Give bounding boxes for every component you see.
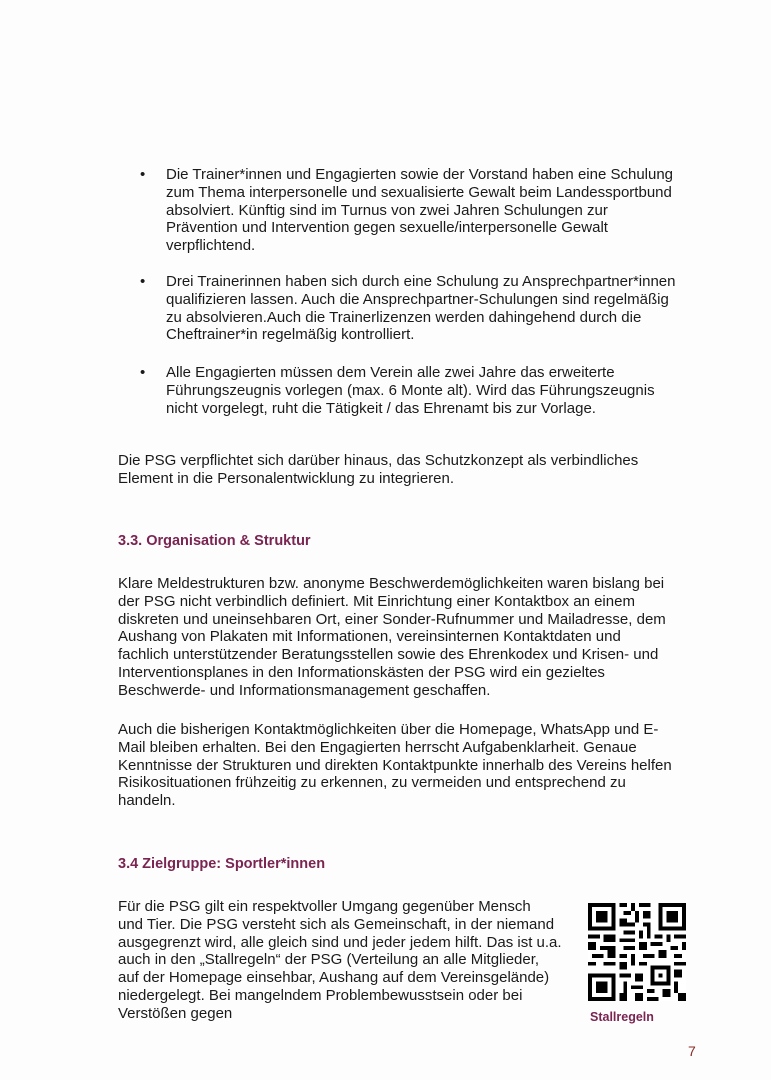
text-line: nicht vorgelegt, ruht die Tätigkeit / das Ehrenamt bis zur Vorlage. — [166, 399, 596, 417]
text-line: diskreten und uneinsehbaren Ort, einer Sonder-Rufnummer und Mailadresse, dem — [118, 610, 666, 628]
text-line: absolviert. Künftig sind im Turnus von zwei Jahren Schulungen zur — [166, 201, 608, 219]
target-group-paragraph — [118, 898, 588, 1023]
text-line: der PSG nicht verbindlich definiert. Mit Einrichtung einer Kontaktbox an einem — [118, 592, 635, 610]
text-line: Aushang von Plakaten mit Informationen, vereinsinternen Kontaktdaten und — [118, 628, 621, 646]
text-line: Die PSG verpflichtet sich darüber hinaus, das Schutzkonzept als verbindliches — [118, 452, 639, 469]
text-line: Verstößen gegen — [118, 1004, 233, 1022]
qr-caption: Stallregeln — [590, 1010, 654, 1024]
text-line: Für die PSG gilt ein respektvoller Umgang gegenüber Mensch — [118, 898, 531, 915]
text-line: zu absolvieren.Auch die Trainerlizenzen werden dahingehend durch die — [166, 308, 642, 326]
bullet-marker: • — [140, 166, 146, 183]
qr-code-graphic — [588, 903, 686, 1001]
text-line: auf der Homepage einsehbar, Aushang auf dem Vereinsgelände) — [118, 969, 550, 987]
text-line: Prävention und Intervention gegen sexuelle/interpersonelle Gewalt — [166, 219, 608, 237]
bullet-marker: • — [140, 272, 146, 290]
text-line: verpflichtend. — [166, 237, 256, 255]
text-line: und Tier. Die PSG versteht sich als Gemeinschaft, in der niemand — [118, 915, 555, 933]
commitment-paragraph — [118, 452, 718, 488]
text-line: Die Trainer*innen und Engagierten sowie der Vorstand haben eine Schulung — [166, 166, 674, 183]
text-line: Alle Engagierten müssen dem Verein alle zwei Jahre das erweiterte — [166, 364, 615, 382]
text-line: fachlich unterstützender Beratungsstellen sowie des Ehrenkodex und Krisen- und — [118, 646, 659, 664]
bullet-item-training — [140, 166, 710, 255]
text-line: ausgegrenzt wird, alle gleich sind und jeder jedem hilft. Das ist u.a. — [118, 933, 562, 951]
text-line: Beschwerde- und Informationsmanagement geschaffen. — [118, 681, 491, 699]
section-heading-target-group: 3.4 Zielgruppe: Sportler*innen — [118, 856, 326, 872]
text-line: handeln. — [118, 792, 176, 810]
text-line: Cheftrainer*in regelmäßig kontrolliert. — [166, 326, 415, 344]
organisation-paragraph-2 — [118, 721, 718, 810]
text-line: Klare Meldestrukturen bzw. anonyme Beschwerdemöglichkeiten waren bislang bei — [118, 575, 665, 592]
bullet-item-contact-persons — [140, 273, 710, 344]
text-line: Drei Trainerinnen haben sich durch eine Schulung zu Ansprechpartner*innen — [166, 272, 676, 290]
text-line: Interventionsplanes in den Informationskästen der PSG wird ein gezieltes — [118, 663, 605, 681]
text-line: auch in den „Stallregeln“ der PSG (Verteilung an alle Mitglieder, — [118, 951, 540, 969]
text-line: zum Thema interpersonelle und sexualisierte Gewalt beim Landessportbund — [166, 183, 672, 201]
text-line: Auch die bisherigen Kontaktmöglichkeiten über die Homepage, WhatsApp und E- — [118, 721, 659, 738]
text-line: Element in die Personalentwicklung zu integrieren. — [118, 469, 455, 487]
text-line: Mail bleiben erhalten. Bei den Engagierten herrscht Aufgabenklarheit. Genaue — [118, 738, 637, 756]
bullet-marker: • — [140, 364, 146, 382]
bullet-item-certificate — [140, 364, 710, 417]
section-heading-organisation: 3.3. Organisation & Struktur — [118, 533, 311, 549]
bullet-list — [140, 166, 710, 418]
organisation-paragraph-1 — [118, 575, 718, 700]
qr-code-icon[interactable] — [588, 903, 686, 1001]
text-line: qualifizieren lassen. Auch die Ansprechpartner-Schulungen sind regelmäßig — [166, 290, 669, 308]
text-line: Kenntnisse der Strukturen und direkten Kontaktpunkte innerhalb des Vereins helfen — [118, 756, 672, 774]
text-line: niedergelegt. Bei mangelndem Problembewusstsein oder bei — [118, 986, 523, 1004]
page-number: 7 — [688, 1043, 696, 1059]
text-line: Risikosituationen frühzeitig zu erkennen, zu vermeiden und entsprechend zu — [118, 774, 626, 792]
text-line: Führungszeugnis vorlegen (max. 6 Monte alt). Wird das Führungszeugnis — [166, 381, 655, 399]
